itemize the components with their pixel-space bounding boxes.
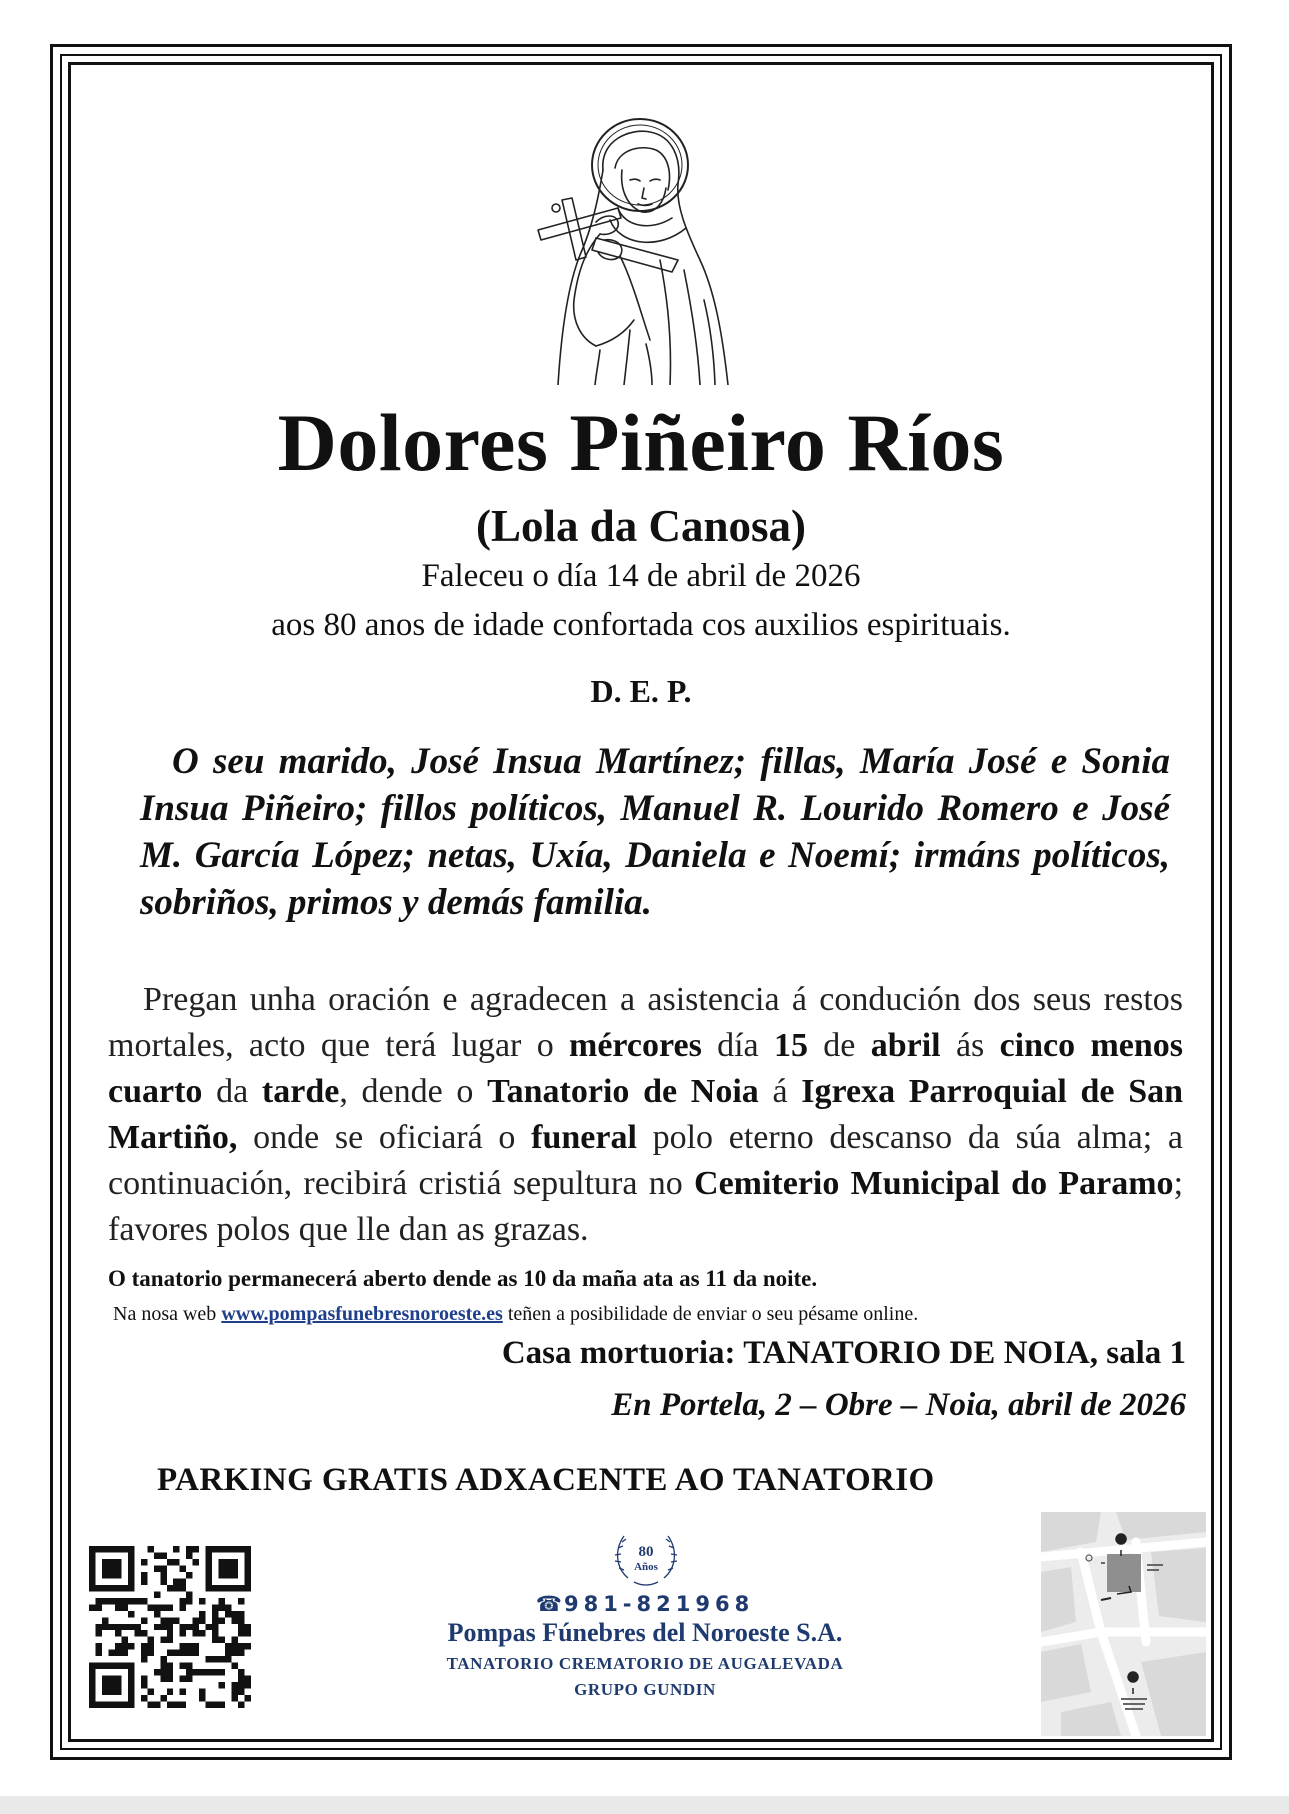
- ceremony-paragraph: [108, 977, 1183, 1253]
- casa-mortuoria: Casa mortuoria: TANATORIO DE NOIA, sala 1: [501, 1335, 1186, 1371]
- body-bold: Cemiterio Municipal do Paramo: [694, 1165, 1174, 1202]
- body-text: á: [758, 1073, 802, 1110]
- body-text: de: [807, 1027, 871, 1064]
- body-text: onde se oficiará o: [237, 1119, 532, 1156]
- body-bold: abril: [870, 1027, 941, 1064]
- body-text: ; favores polos que lle dan as grazas.: [108, 1165, 1184, 1248]
- parking-notice: PARKING GRATIS ADXACENTE AO TANATORIO: [157, 1462, 935, 1498]
- crematorio-name: TANATORIO CREMATORIO DE AUGALEVADA: [446, 1654, 844, 1673]
- phone-number-text: 981-821968: [563, 1592, 755, 1616]
- age-line: aos 80 anos de idade confortada cos auxilios espirituais.: [271, 607, 1011, 643]
- body-text: da: [202, 1073, 262, 1110]
- badge-text: Años: [634, 1561, 658, 1573]
- web-note-suffix: teñen a posibilidade de enviar o seu pésame online.: [502, 1303, 919, 1325]
- page-bottom-bar: [0, 1796, 1289, 1814]
- company-name: Pompas Fúnebres del Noroeste S.A.: [447, 1618, 843, 1647]
- web-note: [113, 1303, 918, 1326]
- body-bold: mércores: [569, 1027, 702, 1064]
- body-text: , dende o: [339, 1073, 488, 1110]
- body-text: ás: [940, 1027, 1000, 1064]
- body-bold: Tanatorio de Noia: [487, 1073, 759, 1110]
- body-bold: funeral: [531, 1119, 637, 1156]
- qr-code-icon[interactable]: [89, 1546, 251, 1708]
- body-text: Pregan unha oración e agradecen a asistencia á condución dos seus restos mortales, acto que terá lugar o: [108, 981, 1183, 1064]
- anniversary-badge-icon: [606, 1520, 686, 1592]
- web-note-prefix: Na nosa web: [113, 1303, 222, 1325]
- deceased-nickname: (Lola da Canosa): [475, 501, 807, 551]
- phone-number[interactable]: [480, 1592, 810, 1616]
- badge-number: 80: [638, 1544, 654, 1560]
- body-bold: 15: [773, 1027, 808, 1064]
- body-bold: Igrexa Parroquial de San Martiño,: [108, 1073, 1184, 1156]
- deceased-name: Dolores Piñeiro Ríos: [277, 397, 1005, 488]
- phone-icon: ☎: [535, 1592, 562, 1616]
- saint-illustration-icon: [500, 110, 780, 385]
- address-line: En Portela, 2 – Obre – Noia, abril de 2026: [611, 1387, 1186, 1423]
- group-name: GRUPO GUNDIN: [574, 1680, 716, 1699]
- body-text: polo eterno descanso da súa alma; a continuación, recibirá cristiá sepultura no: [108, 1119, 1184, 1202]
- website-link[interactable]: www.pompasfunebresnoroeste.es: [221, 1303, 503, 1325]
- body-bold: tarde: [261, 1073, 340, 1110]
- body-bold: cinco menos cuarto: [108, 1027, 1184, 1110]
- dep-abbreviation: D. E. P.: [590, 673, 692, 709]
- tanatorio-hours-note: O tanatorio permanecerá aberto dende as 10 da maña ata as 11 da noite.: [108, 1266, 818, 1291]
- family-paragraph: O seu marido, José Insua Martínez; fillas, María José e Sonia Insua Piñeiro; fillos políticos, Manuel R. Lourido Romero e José M. García López; netas, Uxía, Daniela e Noemí; irmáns políticos, sobriños, primos y demás familia.: [140, 741, 1170, 923]
- death-date-line: Faleceu o día 14 de abril de 2026: [421, 558, 861, 594]
- location-map[interactable]: [1041, 1512, 1206, 1736]
- body-text: día: [701, 1027, 774, 1064]
